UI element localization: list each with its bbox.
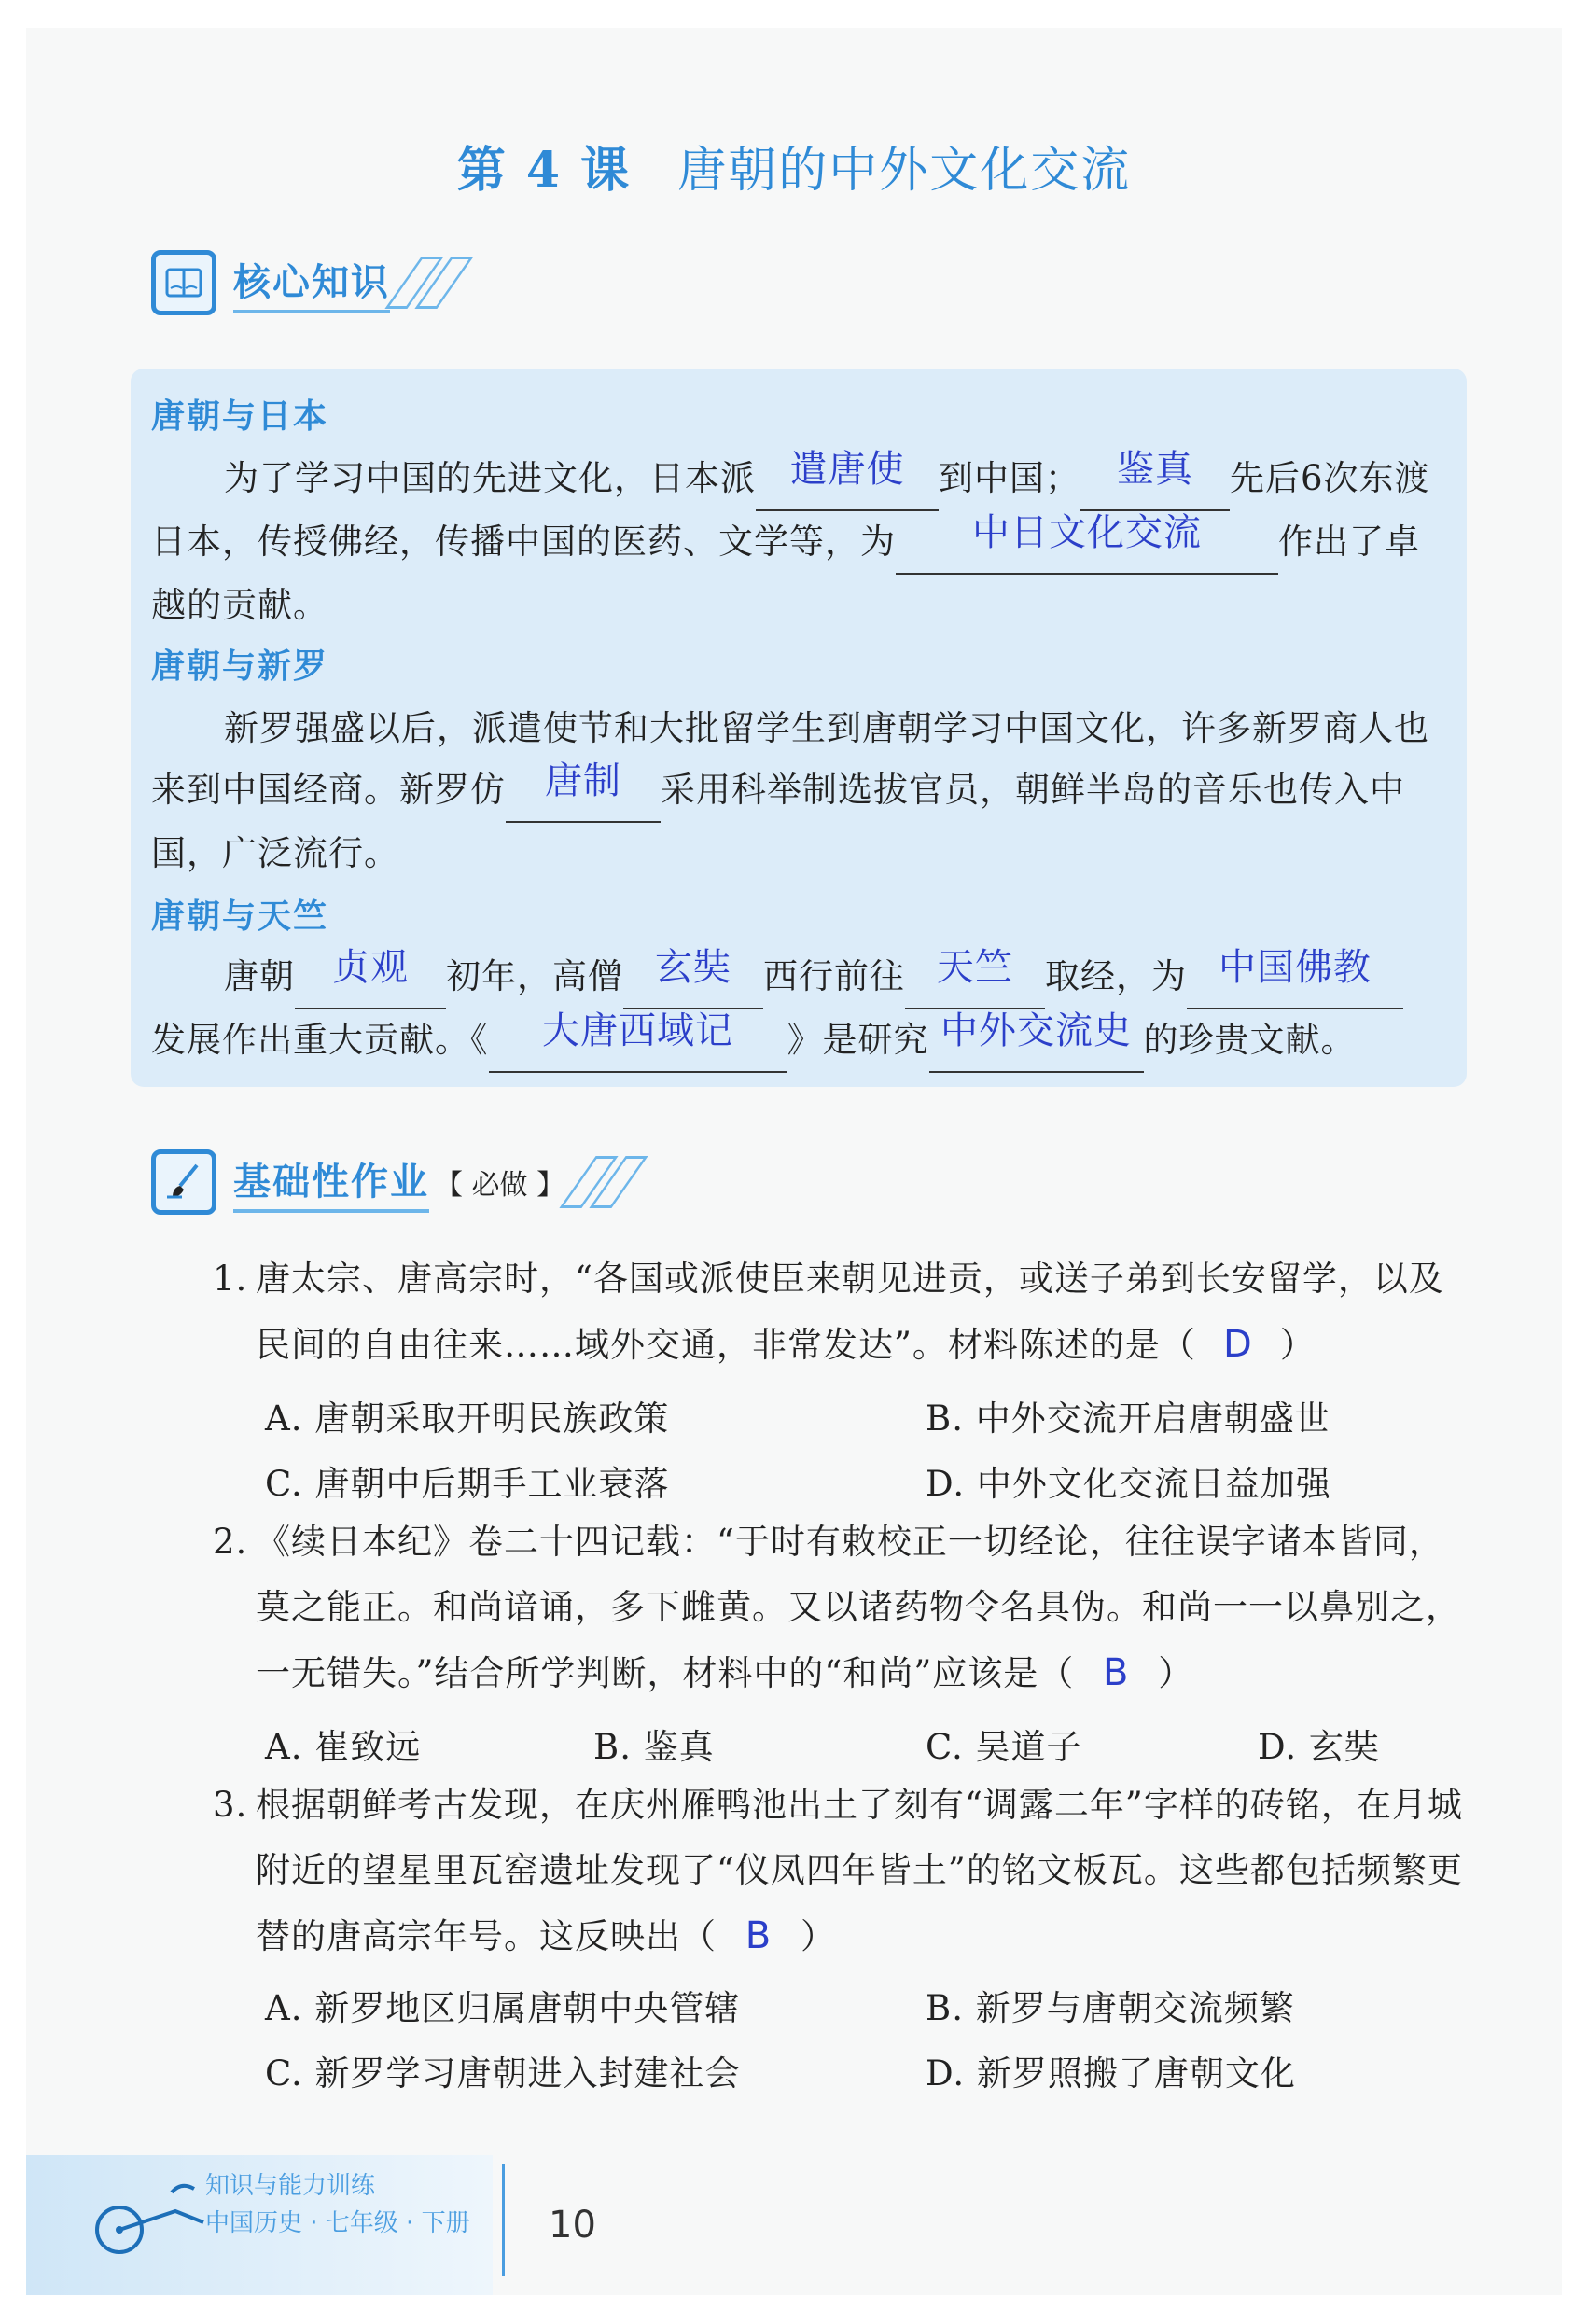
option-3d: D. 新罗照搬了唐朝文化 (926, 2053, 1296, 2094)
chariot-icon (82, 2174, 213, 2258)
blank-india-5: 大唐西域记 (489, 1009, 787, 1073)
series-title: 知识与能力训练 (205, 2172, 376, 2200)
paragraph-japan: 为了学习中国的先进文化，日本派 遣唐使 到中国； 鉴真 先后6次东渡日本，传授佛经，传播中国的医药、文学等，为 中日文化交流 作出了卓越的贡献。 (151, 448, 1430, 625)
heading-japan: 唐朝与日本 (151, 397, 329, 436)
blank-silla-1: 唐制 (506, 759, 661, 823)
blank-india-1: 贞观 (295, 946, 446, 1009)
basic-homework-header (151, 1149, 630, 1215)
page-number: 10 (549, 2204, 596, 2247)
footer-divider (502, 2164, 505, 2276)
heading-silla: 唐朝与新罗 (151, 647, 329, 686)
lesson-name: 唐朝的中外文化交流 (677, 143, 1132, 199)
option-2a: A. 崔致远 (265, 1727, 422, 1767)
option-3b: B. 新罗与唐朝交流频繁 (926, 1988, 1295, 2028)
blank-japan-2: 鉴真 (1080, 448, 1230, 511)
answer-1: D (1223, 1323, 1253, 1366)
required-tag: 【 必做 】 (435, 1169, 565, 1202)
blank-india-4: 中国佛教 (1187, 946, 1403, 1009)
answer-2: B (1103, 1651, 1130, 1694)
heading-india: 唐朝与天竺 (151, 898, 329, 936)
option-3a: A. 新罗地区归属唐朝中央管辖 (265, 1988, 741, 2028)
blank-japan-3: 中日文化交流 (896, 511, 1278, 575)
blank-india-3: 天竺 (905, 946, 1045, 1009)
option-2d: D. 玄奘 (1258, 1727, 1380, 1767)
decorative-stripes (403, 257, 455, 309)
option-1b: B. 中外交流开启唐朝盛世 (926, 1399, 1330, 1439)
answer-3: B (745, 1914, 773, 1957)
blank-india-2: 玄奘 (623, 946, 763, 1009)
option-3c: C. 新罗学习唐朝进入封建社会 (265, 2053, 741, 2094)
question-1: 1. 唐太宗、唐高宗时，“各国或派使臣来朝见进贡，或送子弟到长安留学，以及民间的自由往来……域外交通，非常发达”。材料陈述的是（ D ） (216, 1246, 1467, 1378)
option-1d: D. 中外文化交流日益加强 (926, 1464, 1331, 1504)
basic-homework-label: 基础性作业 (233, 1152, 429, 1213)
question-3: 3. 根据朝鲜考古发现，在庆州雁鸭池出土了刻有“调露二年”字样的砖铭，在月城附近的望星里瓦窑遗址发现了“仪凤四年皆土”的铭文板瓦。这些都包括频繁更替的唐高宗年号。这反映出（ B ） (216, 1773, 1467, 1969)
book-subtitle: 中国历史 · 七年级 · 下册 (205, 2209, 470, 2237)
option-2b: B. 鉴真 (593, 1727, 715, 1767)
lesson-title (0, 131, 1588, 201)
core-knowledge-label: 核心知识 (233, 253, 390, 313)
lesson-number: 第 4 课 (456, 142, 632, 199)
paragraph-silla: 新罗强盛以后，派遣使节和大批留学生到唐朝学习中国文化，许多新罗商人也来到中国经商。新罗仿 唐制 采用科举制选拔官员，朝鲜半岛的音乐也传入中国，广泛流行。 (151, 708, 1429, 873)
blank-japan-1: 遣唐使 (756, 448, 939, 511)
book-icon (151, 250, 216, 315)
decorative-stripes (578, 1156, 630, 1208)
blank-india-6: 中外交流史 (929, 1009, 1144, 1073)
brush-icon (151, 1149, 216, 1215)
core-knowledge-header (151, 250, 455, 315)
option-1c: C. 唐朝中后期手工业衰落 (265, 1464, 670, 1504)
question-2: 2. 《续日本纪》卷二十四记载：“于时有敕校正一切经论，往往误字诸本皆同，莫之能正。和尚谙诵，多下雌黄。又以诸药物令名具伪。和尚一一以鼻别之，一无错失。”结合所学判断，材料中的“和尚”应该是（ B ） (216, 1510, 1467, 1706)
option-1a: A. 唐朝采取开明民族政策 (265, 1399, 670, 1439)
option-2c: C. 吴道子 (926, 1727, 1082, 1767)
paragraph-india: 唐朝 贞观 初年，高僧 玄奘 西行前往 天竺 取经，为 中国佛教 发展作出重大贡献。《 大唐西域记 》是研究 中外交流史 的珍贵文献。 (151, 946, 1448, 1073)
